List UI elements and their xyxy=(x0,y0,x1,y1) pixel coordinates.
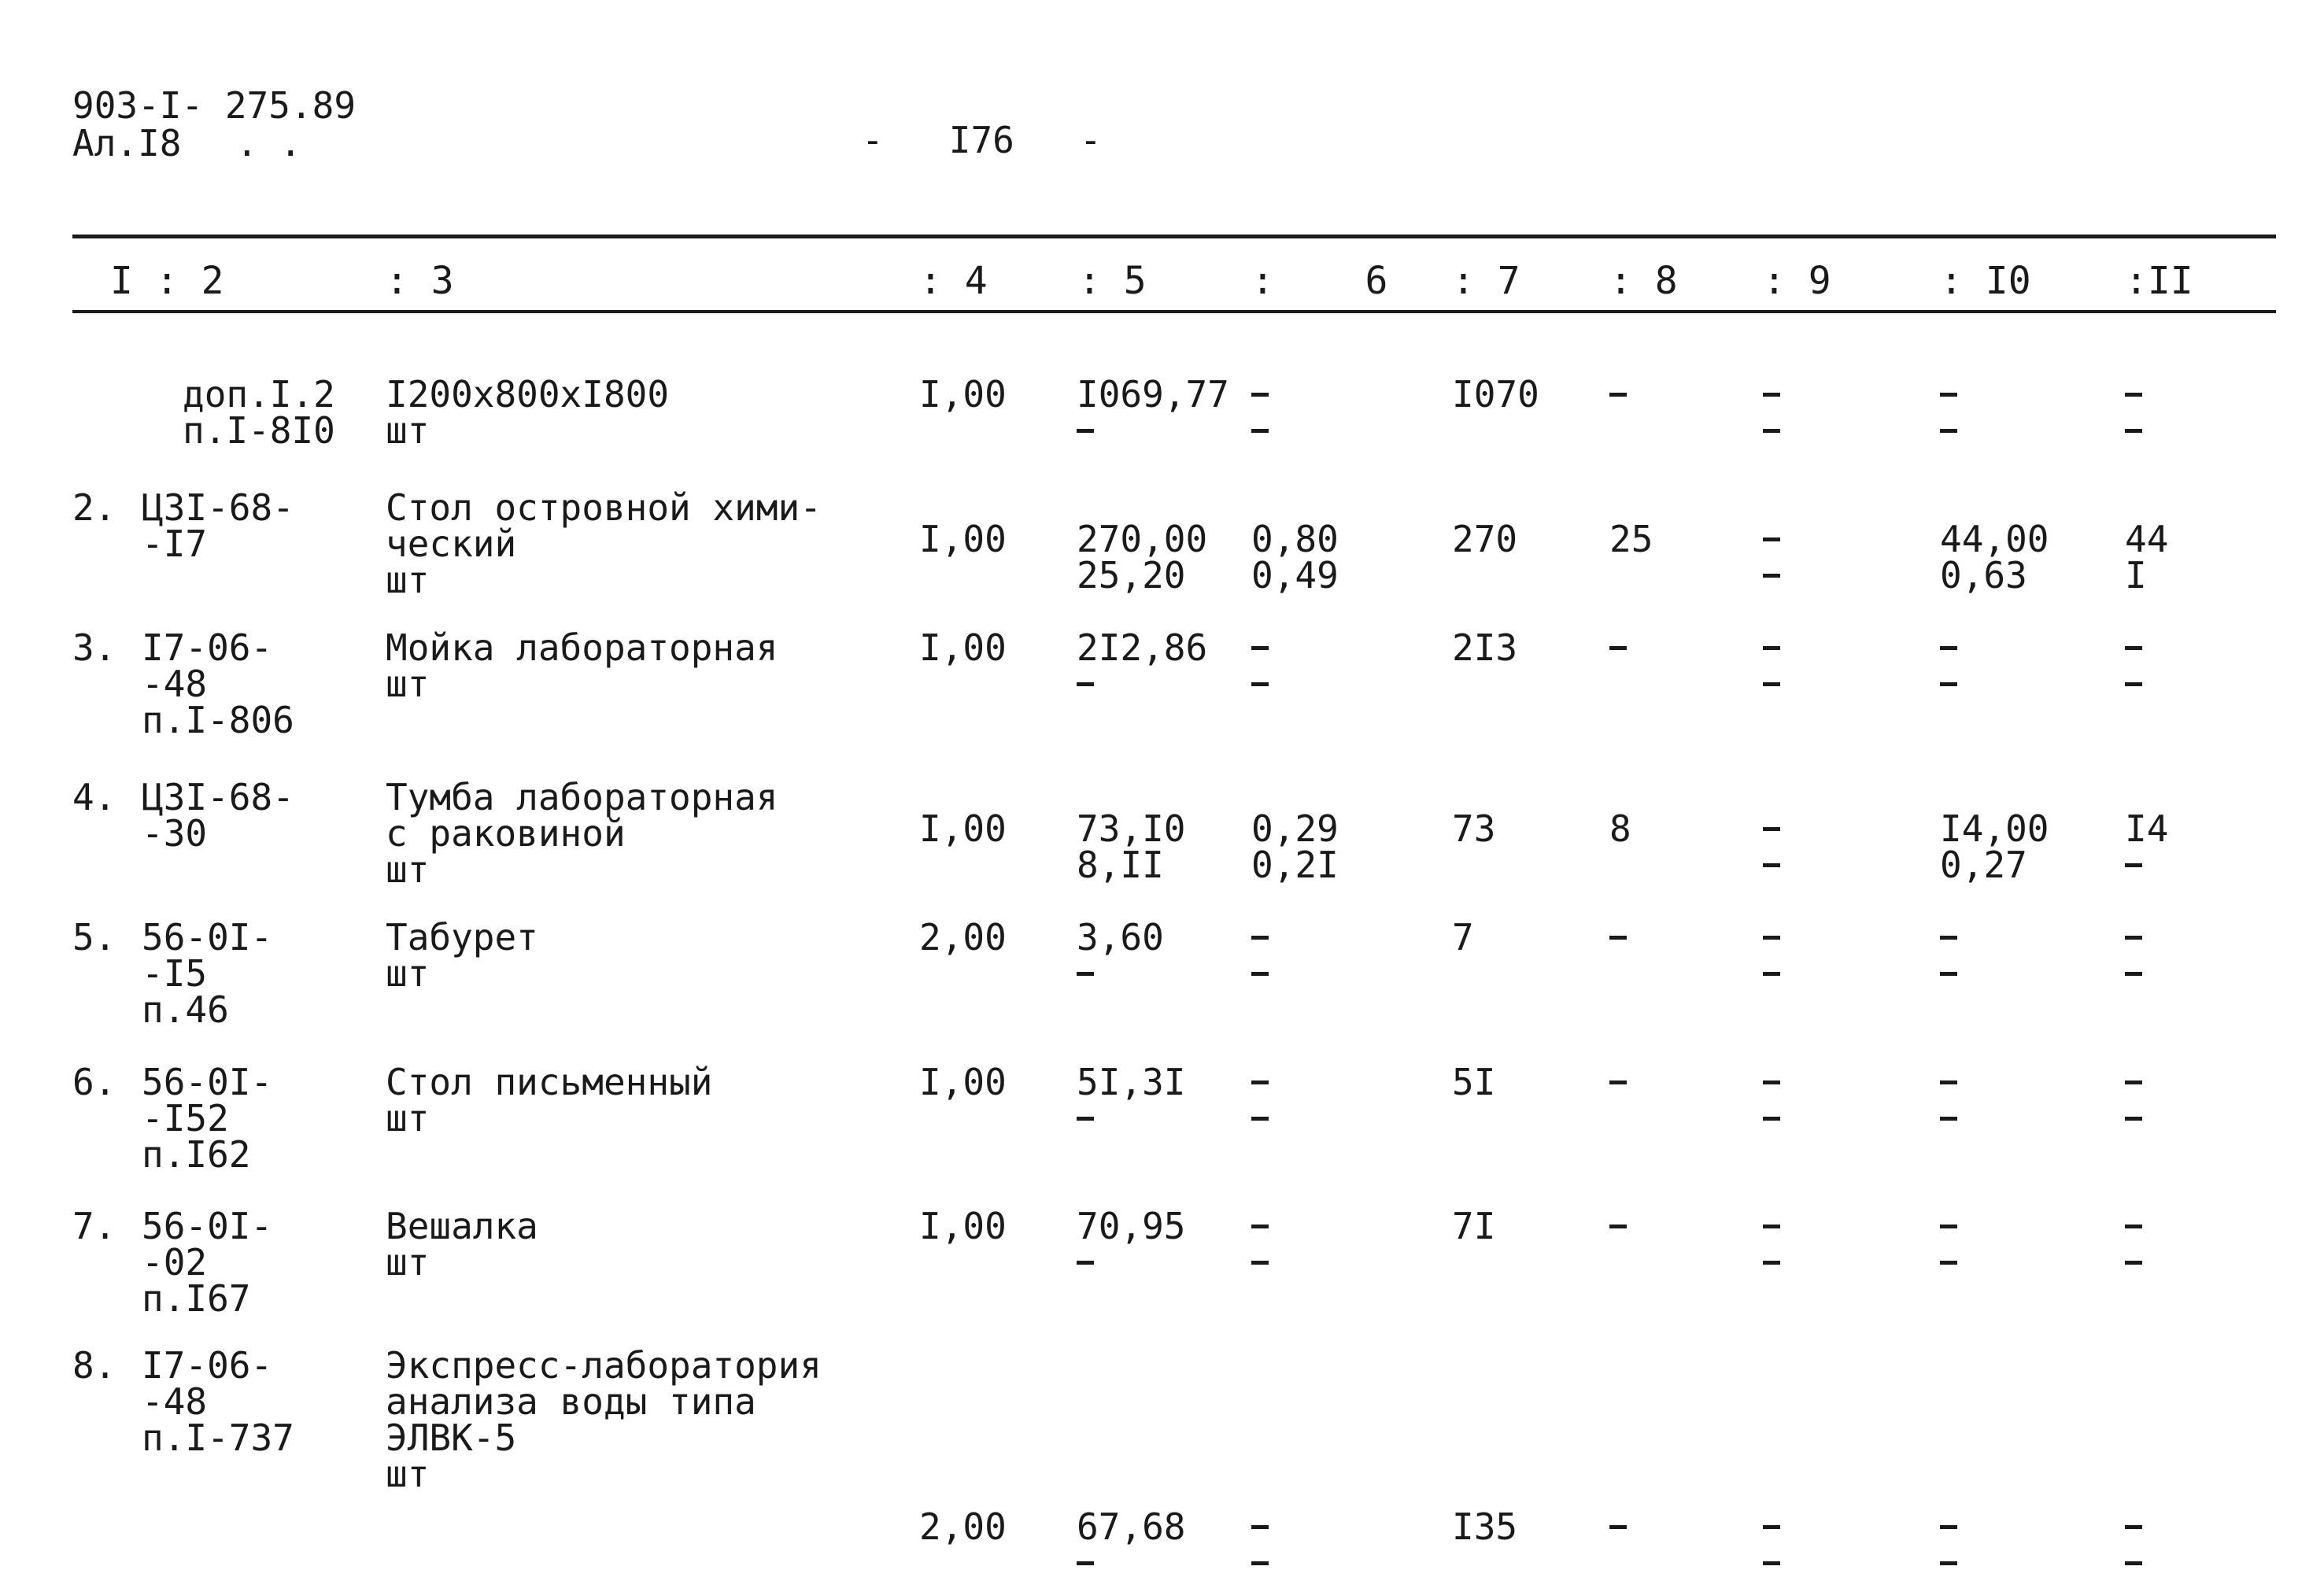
col-9-value-line xyxy=(1763,1100,1780,1136)
price-code xyxy=(142,1205,273,1320)
dash-mark xyxy=(1077,972,1094,976)
dash-mark xyxy=(1763,1225,1780,1228)
col-11-value-line: 44 xyxy=(2125,518,2169,560)
column-header-10: :II xyxy=(2125,259,2193,303)
col-9-value-line xyxy=(1763,557,1780,593)
col-10-value xyxy=(1940,1509,1957,1581)
unit-cost-line xyxy=(1077,412,1229,449)
price-code-line: I7-06- xyxy=(142,626,273,669)
unit-cost-line: 270,00 xyxy=(1077,518,1208,560)
price-code-line: ЦЗI-68- xyxy=(142,776,294,818)
dash-mark xyxy=(2125,682,2142,686)
col-10-value xyxy=(1940,919,1957,992)
dash-mark xyxy=(1763,646,1780,650)
dash-mark xyxy=(1763,537,1780,541)
top-rule xyxy=(72,235,2276,238)
dash-mark xyxy=(1609,646,1627,650)
col-9-value-line xyxy=(1763,666,1780,702)
col-10-value xyxy=(1940,518,2049,597)
col-10-value xyxy=(1940,1208,1957,1280)
quantity: I,00 xyxy=(919,807,1007,850)
unit-cost xyxy=(1077,1505,1186,1581)
dash-mark xyxy=(2125,1225,2142,1228)
item-name-line: Мойка лабораторная xyxy=(386,626,778,669)
unit-cost-line: 73,I0 xyxy=(1077,807,1186,850)
col-11-value-line xyxy=(2125,666,2142,702)
item-name xyxy=(386,626,778,705)
price-code-line: I7-06- xyxy=(142,1344,273,1387)
unit-cost-line: 2I2,86 xyxy=(1077,626,1208,669)
item-name xyxy=(386,1061,713,1140)
item-name-line: Тумба лабораторная xyxy=(386,776,778,818)
column-header-1: I : 2 xyxy=(110,259,224,303)
total-cost: 270 xyxy=(1452,518,1518,560)
item-name xyxy=(386,916,538,995)
dash-mark xyxy=(1940,1261,1957,1265)
col-10-value-line xyxy=(1940,412,1957,449)
col-11-value xyxy=(2125,1064,2142,1136)
col-11-value-line xyxy=(2125,1208,2142,1244)
col-11-value-line xyxy=(2125,1244,2142,1280)
col-6-value xyxy=(1251,518,1339,597)
header-dots: . . xyxy=(236,122,302,164)
quantity: I,00 xyxy=(919,1061,1007,1103)
price-code-line: п.I67 xyxy=(142,1277,251,1320)
price-code-line: ЦЗI-68- xyxy=(142,486,294,529)
item-name-line: шт xyxy=(386,409,430,452)
item-name-line: ческий xyxy=(386,523,517,565)
col-8-value xyxy=(1609,376,1627,412)
unit-cost-line xyxy=(1077,955,1164,992)
quantity: I,00 xyxy=(919,518,1007,560)
col-9-value xyxy=(1763,376,1780,449)
unit-cost-line xyxy=(1077,666,1207,702)
col-10-value-line xyxy=(1940,376,1957,412)
col-6-value xyxy=(1251,807,1339,886)
col-9-value xyxy=(1763,919,1780,992)
dash-mark xyxy=(1609,1525,1627,1529)
col-6-value-line xyxy=(1251,1545,1269,1581)
item-name-line: шт xyxy=(386,559,430,601)
dash-mark xyxy=(1763,863,1780,867)
dash-mark xyxy=(2125,1561,2142,1565)
unit-cost xyxy=(1077,1061,1186,1136)
col-9-value-line xyxy=(1763,955,1780,992)
dash-mark xyxy=(1763,1080,1780,1084)
col-6-value-line xyxy=(1251,1100,1269,1136)
item-name-line: Вешалка xyxy=(386,1205,538,1247)
col-10-value xyxy=(1940,630,1957,702)
col-9-value-line xyxy=(1763,630,1780,666)
document-code: 903-I- 275.89 xyxy=(72,84,357,127)
dash-mark xyxy=(1609,1080,1627,1084)
col-11-value xyxy=(2125,518,2169,597)
column-header-7: : 8 xyxy=(1609,259,1678,303)
item-name-line: I200х800хI800 xyxy=(386,373,670,416)
col-8-value xyxy=(1609,630,1627,666)
col-11-value xyxy=(2125,919,2142,992)
col-8-value xyxy=(1609,1509,1627,1545)
dash-mark xyxy=(1940,1080,1957,1084)
dash-mark xyxy=(1251,1080,1269,1084)
item-name xyxy=(386,373,670,452)
col-9-value-line xyxy=(1763,521,1780,557)
price-code-line: -I52 xyxy=(142,1097,229,1140)
unit-cost xyxy=(1077,916,1164,992)
item-name-line: шт xyxy=(386,663,430,705)
dash-mark xyxy=(1763,1525,1780,1529)
col-11-value-line: I xyxy=(2125,554,2147,597)
dash-mark xyxy=(1077,682,1094,686)
dash-mark xyxy=(1077,429,1094,433)
col-9-value-line xyxy=(1763,1244,1780,1280)
dash-mark xyxy=(1763,574,1780,578)
col-11-value-line xyxy=(2125,1545,2142,1581)
quantity: I,00 xyxy=(919,373,1007,416)
dash-mark xyxy=(1251,1117,1269,1121)
col-9-value xyxy=(1763,1509,1780,1581)
quantity: 2,00 xyxy=(919,916,1007,959)
col-11-value-line xyxy=(2125,412,2142,449)
price-code-line: п.I-8I0 xyxy=(183,409,335,452)
item-name-line: с раковиной xyxy=(386,812,626,855)
col-11-value-line xyxy=(2125,630,2142,666)
dash-mark xyxy=(1940,393,1957,397)
dash-mark xyxy=(1940,1225,1957,1228)
col-11-value xyxy=(2125,1509,2142,1581)
col-11-value-line xyxy=(2125,376,2142,412)
dash-mark xyxy=(1077,1561,1094,1565)
col-10-value xyxy=(1940,1064,1957,1136)
dash-mark xyxy=(1940,936,1957,940)
dash-mark xyxy=(1251,1525,1269,1529)
total-cost: 7 xyxy=(1452,916,1474,959)
col-9-value-line xyxy=(1763,1509,1780,1545)
price-code-line: п.I-737 xyxy=(142,1417,294,1459)
dash-mark xyxy=(2125,863,2142,867)
unit-cost xyxy=(1077,626,1208,702)
col-10-value-line xyxy=(1940,1100,1957,1136)
price-code-line: доп.I.2 xyxy=(183,373,335,416)
price-code-line: п.I-806 xyxy=(142,699,294,741)
col-9-value-line xyxy=(1763,1545,1780,1581)
unit-cost-line: 3,60 xyxy=(1077,916,1164,959)
col-9-value-line xyxy=(1763,919,1780,955)
dash-mark xyxy=(1763,1117,1780,1121)
col-6-value-line xyxy=(1251,1244,1269,1280)
column-header-3: : 4 xyxy=(919,259,988,303)
col-9-value xyxy=(1763,521,1780,593)
col-9-value-line xyxy=(1763,811,1780,847)
dash-mark xyxy=(2125,1525,2142,1529)
dash-mark xyxy=(1609,936,1627,940)
dash-mark xyxy=(1940,972,1957,976)
item-name xyxy=(386,486,822,601)
col-10-value-line: 0,27 xyxy=(1940,844,2027,886)
dash-mark xyxy=(1763,936,1780,940)
col-6-value xyxy=(1251,1064,1269,1136)
col-9-value-line xyxy=(1763,847,1780,883)
col-10-value-line: 44,00 xyxy=(1940,518,2049,560)
col-11-value-line xyxy=(2125,919,2142,955)
col-9-value xyxy=(1763,630,1780,702)
unit-cost-line xyxy=(1077,1545,1185,1581)
dash-mark xyxy=(1251,682,1269,686)
dash-mark xyxy=(2125,646,2142,650)
col-10-value-line: I4,00 xyxy=(1940,807,2049,850)
col-11-value xyxy=(2125,807,2169,883)
item-name-line: Стол письменный xyxy=(386,1061,713,1103)
dash-mark xyxy=(1251,972,1269,976)
price-code-line: -48 xyxy=(142,1380,208,1423)
quantity: I,00 xyxy=(919,1205,1007,1247)
dash-mark xyxy=(1251,393,1269,397)
total-cost: 73 xyxy=(1452,807,1496,850)
price-code-line: 56-0I- xyxy=(142,1205,273,1247)
item-name-line: шт xyxy=(386,1453,430,1495)
dash-mark xyxy=(2125,1117,2142,1121)
price-code-line: -02 xyxy=(142,1241,208,1284)
item-name-line: шт xyxy=(386,1241,430,1284)
item-name-line: Экспресс-лаборатория xyxy=(386,1344,822,1387)
col-10-value-line xyxy=(1940,919,1957,955)
dash-mark xyxy=(1251,646,1269,650)
col-11-value-line xyxy=(2125,1064,2142,1100)
col-6-value xyxy=(1251,919,1269,992)
column-header-8: : 9 xyxy=(1763,259,1831,303)
price-code-line: п.46 xyxy=(142,988,229,1031)
item-name-line: Стол островной хими- xyxy=(386,486,822,529)
unit-cost-line: 67,68 xyxy=(1077,1505,1186,1548)
dash-mark xyxy=(1609,393,1627,397)
unit-cost-line: I069,77 xyxy=(1077,373,1229,416)
price-code-line: 56-0I- xyxy=(142,916,273,959)
price-code xyxy=(142,486,294,565)
column-header-5: : 6 xyxy=(1251,259,1388,303)
col-6-value-line xyxy=(1251,955,1269,992)
col-6-value-line: 0,29 xyxy=(1251,807,1339,850)
total-cost: 2I3 xyxy=(1452,626,1518,669)
col-11-value xyxy=(2125,1208,2142,1280)
item-name xyxy=(386,1205,538,1284)
column-header-2: : 3 xyxy=(386,259,454,303)
col-8-value: 25 xyxy=(1609,518,1653,560)
dash-mark xyxy=(1077,1261,1094,1265)
col-6-value-line xyxy=(1251,666,1269,702)
col-9-value-line xyxy=(1763,1208,1780,1244)
col-10-value-line xyxy=(1940,1208,1957,1244)
col-11-value-line xyxy=(2125,1100,2142,1136)
col-11-value-line xyxy=(2125,1509,2142,1545)
col-6-value-line xyxy=(1251,376,1269,412)
col-6-value xyxy=(1251,1509,1269,1581)
col-6-value-line xyxy=(1251,630,1269,666)
col-8-value xyxy=(1609,1064,1627,1100)
col-6-value-line: 0,80 xyxy=(1251,518,1339,560)
dash-mark xyxy=(1763,429,1780,433)
col-6-value-line: 0,2I xyxy=(1251,844,1339,886)
price-code xyxy=(142,916,273,1031)
unit-cost-line: 25,20 xyxy=(1077,554,1186,597)
price-code-line: -I7 xyxy=(142,523,208,565)
unit-cost-line: 70,95 xyxy=(1077,1205,1186,1247)
column-header-6: : 7 xyxy=(1452,259,1520,303)
item-name-line: анализа воды типа xyxy=(386,1380,756,1423)
col-6-value xyxy=(1251,376,1269,449)
col-8-value xyxy=(1609,919,1627,955)
col-6-value-line xyxy=(1251,1064,1269,1100)
row-number: 6. xyxy=(72,1061,116,1103)
unit-cost-line xyxy=(1077,1100,1185,1136)
unit-cost xyxy=(1077,518,1208,597)
album-number: Ал.I8 xyxy=(72,122,182,164)
dash-mark xyxy=(2125,972,2142,976)
item-name-line: шт xyxy=(386,1097,430,1140)
col-8-value: 8 xyxy=(1609,807,1631,850)
column-header-9: : I0 xyxy=(1940,259,2031,303)
dash-mark xyxy=(1609,1225,1627,1228)
col-9-value-line xyxy=(1763,1064,1780,1100)
item-name-line: шт xyxy=(386,952,430,995)
unit-cost-line: 5I,3I xyxy=(1077,1061,1186,1103)
col-10-value-line xyxy=(1940,1509,1957,1545)
col-6-value-line xyxy=(1251,412,1269,449)
dash-mark xyxy=(1251,429,1269,433)
unit-cost xyxy=(1077,373,1229,449)
col-6-value-line xyxy=(1251,1509,1269,1545)
col-6-value-line: 0,49 xyxy=(1251,554,1339,597)
col-10-value xyxy=(1940,807,2049,886)
quantity: 2,00 xyxy=(919,1505,1007,1548)
col-6-value xyxy=(1251,630,1269,702)
col-9-value-line xyxy=(1763,376,1780,412)
item-name-line: Табурет xyxy=(386,916,538,959)
col-10-value-line xyxy=(1940,1064,1957,1100)
price-code-line: -30 xyxy=(142,812,208,855)
price-code-line: -I5 xyxy=(142,952,208,995)
price-code xyxy=(142,776,294,855)
item-name-line: шт xyxy=(386,848,430,891)
dash-mark xyxy=(1763,1561,1780,1565)
price-code-line: -48 xyxy=(142,663,208,705)
col-6-value xyxy=(1251,1208,1269,1280)
col-10-value-line xyxy=(1940,955,1957,992)
col-11-value-line: I4 xyxy=(2125,807,2169,850)
dash-mark xyxy=(1763,972,1780,976)
total-cost: 5I xyxy=(1452,1061,1496,1103)
total-cost: 7I xyxy=(1452,1205,1496,1247)
row-number: 5. xyxy=(72,916,116,959)
item-name xyxy=(386,776,778,891)
dash-mark xyxy=(1940,1561,1957,1565)
item-name-line: ЭЛВК-5 xyxy=(386,1417,517,1459)
dash-mark xyxy=(1940,1117,1957,1121)
col-9-value xyxy=(1763,1208,1780,1280)
column-header-4: : 5 xyxy=(1078,259,1147,303)
col-11-value-line xyxy=(2125,847,2168,883)
dash-mark xyxy=(1077,1117,1094,1121)
dash-mark xyxy=(1763,827,1780,831)
unit-cost-line: 8,II xyxy=(1077,844,1164,886)
price-code-line: п.I62 xyxy=(142,1133,251,1176)
dash-mark xyxy=(1251,1561,1269,1565)
col-10-value-line xyxy=(1940,1244,1957,1280)
dash-mark xyxy=(1940,1525,1957,1529)
price-code xyxy=(142,1344,294,1459)
col-11-value-line xyxy=(2125,955,2142,992)
dash-mark xyxy=(1763,1261,1780,1265)
page-number: - I76 - xyxy=(862,119,1102,161)
total-cost: I070 xyxy=(1452,373,1539,416)
col-9-value-line xyxy=(1763,412,1780,449)
dash-mark xyxy=(1763,393,1780,397)
row-number: 3. xyxy=(72,626,116,669)
unit-cost xyxy=(1077,1205,1186,1280)
dash-mark xyxy=(1251,1261,1269,1265)
row-number: 7. xyxy=(72,1205,116,1247)
price-code xyxy=(183,373,335,452)
dash-mark xyxy=(1763,682,1780,686)
col-10-value-line: 0,63 xyxy=(1940,554,2027,597)
col-10-value xyxy=(1940,376,1957,449)
col-11-value xyxy=(2125,630,2142,702)
price-code-line: 56-0I- xyxy=(142,1061,273,1103)
dash-mark xyxy=(1940,646,1957,650)
dash-mark xyxy=(2125,393,2142,397)
dash-mark xyxy=(2125,936,2142,940)
dash-mark xyxy=(1940,682,1957,686)
col-6-value-line xyxy=(1251,1208,1269,1244)
col-10-value-line xyxy=(1940,666,1957,702)
dash-mark xyxy=(1251,1225,1269,1228)
quantity: I,00 xyxy=(919,626,1007,669)
dash-mark xyxy=(1251,936,1269,940)
col-10-value-line xyxy=(1940,630,1957,666)
dash-mark xyxy=(2125,429,2142,433)
col-8-value xyxy=(1609,1208,1627,1244)
col-10-value-line xyxy=(1940,1545,1957,1581)
dash-mark xyxy=(2125,1261,2142,1265)
row-number: 4. xyxy=(72,776,116,818)
col-9-value xyxy=(1763,811,1780,883)
total-cost: I35 xyxy=(1452,1505,1518,1548)
dash-mark xyxy=(2125,1080,2142,1084)
col-6-value-line xyxy=(1251,919,1269,955)
price-code xyxy=(142,626,294,741)
price-code xyxy=(142,1061,273,1176)
col-9-value xyxy=(1763,1064,1780,1136)
header-bottom-rule xyxy=(72,310,2276,313)
unit-cost-line xyxy=(1077,1244,1185,1280)
row-number: 8. xyxy=(72,1344,116,1387)
row-number: 2. xyxy=(72,486,116,529)
col-11-value xyxy=(2125,376,2142,449)
dash-mark xyxy=(1940,429,1957,433)
item-name xyxy=(386,1344,822,1495)
unit-cost xyxy=(1077,807,1186,886)
